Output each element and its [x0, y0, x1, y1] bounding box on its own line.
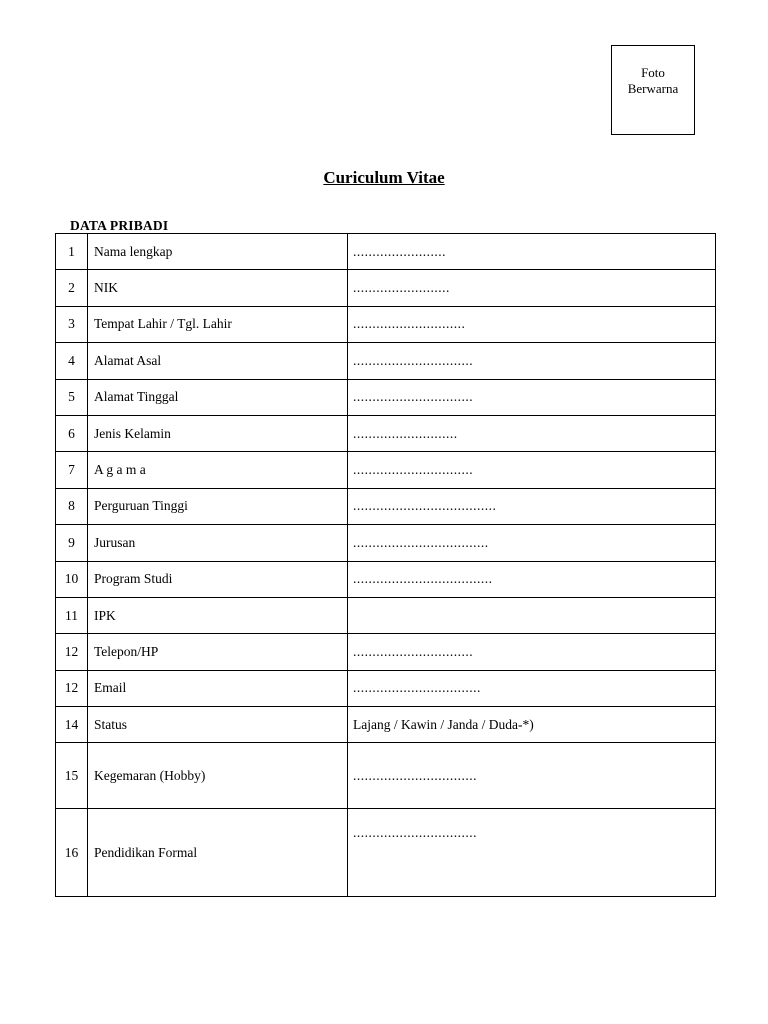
photo-label-line1: Foto	[641, 65, 665, 80]
row-number: 5	[56, 379, 88, 415]
row-label: NIK	[88, 270, 348, 306]
row-number: 4	[56, 343, 88, 379]
row-value: ...............................	[348, 343, 716, 379]
row-value: ...................................	[348, 525, 716, 561]
row-number: 16	[56, 809, 88, 897]
row-label: Email	[88, 670, 348, 706]
table-row	[56, 809, 716, 897]
row-label: Alamat Asal	[88, 343, 348, 379]
row-label: Alamat Tinggal	[88, 379, 348, 415]
row-number: 9	[56, 525, 88, 561]
section-title-data-pribadi: DATA PRIBADI	[70, 218, 169, 233]
table-row	[56, 670, 716, 706]
table-row	[56, 234, 716, 270]
table-row	[56, 270, 716, 306]
table-row	[56, 525, 716, 561]
table-row	[56, 561, 716, 597]
row-value: ....................................	[348, 561, 716, 597]
row-label: Tempat Lahir / Tgl. Lahir	[88, 306, 348, 342]
row-label: Jurusan	[88, 525, 348, 561]
table-row	[56, 343, 716, 379]
row-value: ...............................	[348, 452, 716, 488]
row-value: ................................	[348, 809, 716, 897]
row-label: Telepon/HP	[88, 634, 348, 670]
table-row	[56, 488, 716, 524]
row-label: A g a m a	[88, 452, 348, 488]
row-number: 14	[56, 707, 88, 743]
row-value: ........................	[348, 234, 716, 270]
row-value: .............................	[348, 306, 716, 342]
document-title: Curiculum Vitae	[323, 168, 445, 187]
row-number: 3	[56, 306, 88, 342]
table-row	[56, 743, 716, 809]
table-row	[56, 306, 716, 342]
row-value: ................................	[348, 743, 716, 809]
row-value: .................................	[348, 670, 716, 706]
photo-label-line2: Berwarna	[627, 81, 679, 96]
table-row	[56, 634, 716, 670]
row-label: IPK	[88, 597, 348, 633]
row-value: ...............................	[348, 634, 716, 670]
row-value: ...............................	[348, 379, 716, 415]
row-number: 12	[56, 670, 88, 706]
photo-placeholder-box	[611, 45, 695, 135]
row-number: 7	[56, 452, 88, 488]
row-label: Status	[88, 707, 348, 743]
row-number: 8	[56, 488, 88, 524]
row-value: Lajang / Kawin / Janda / Duda-*)	[348, 707, 716, 743]
row-label: Jenis Kelamin	[88, 415, 348, 451]
row-number: 6	[56, 415, 88, 451]
row-number: 10	[56, 561, 88, 597]
row-label: Kegemaran (Hobby)	[88, 743, 348, 809]
table-row	[56, 452, 716, 488]
table-row	[56, 707, 716, 743]
row-value: .........................	[348, 270, 716, 306]
row-value	[348, 597, 716, 633]
row-label: Pendidikan Formal	[88, 809, 348, 897]
table-row	[56, 379, 716, 415]
row-number: 12	[56, 634, 88, 670]
personal-data-table	[55, 233, 716, 897]
table-row	[56, 597, 716, 633]
table-row	[56, 415, 716, 451]
row-label: Perguruan Tinggi	[88, 488, 348, 524]
row-number: 1	[56, 234, 88, 270]
row-label: Program Studi	[88, 561, 348, 597]
row-value: ...........................	[348, 415, 716, 451]
row-number: 11	[56, 597, 88, 633]
row-value: .....................................	[348, 488, 716, 524]
row-label: Nama lengkap	[88, 234, 348, 270]
row-number: 2	[56, 270, 88, 306]
row-number: 15	[56, 743, 88, 809]
